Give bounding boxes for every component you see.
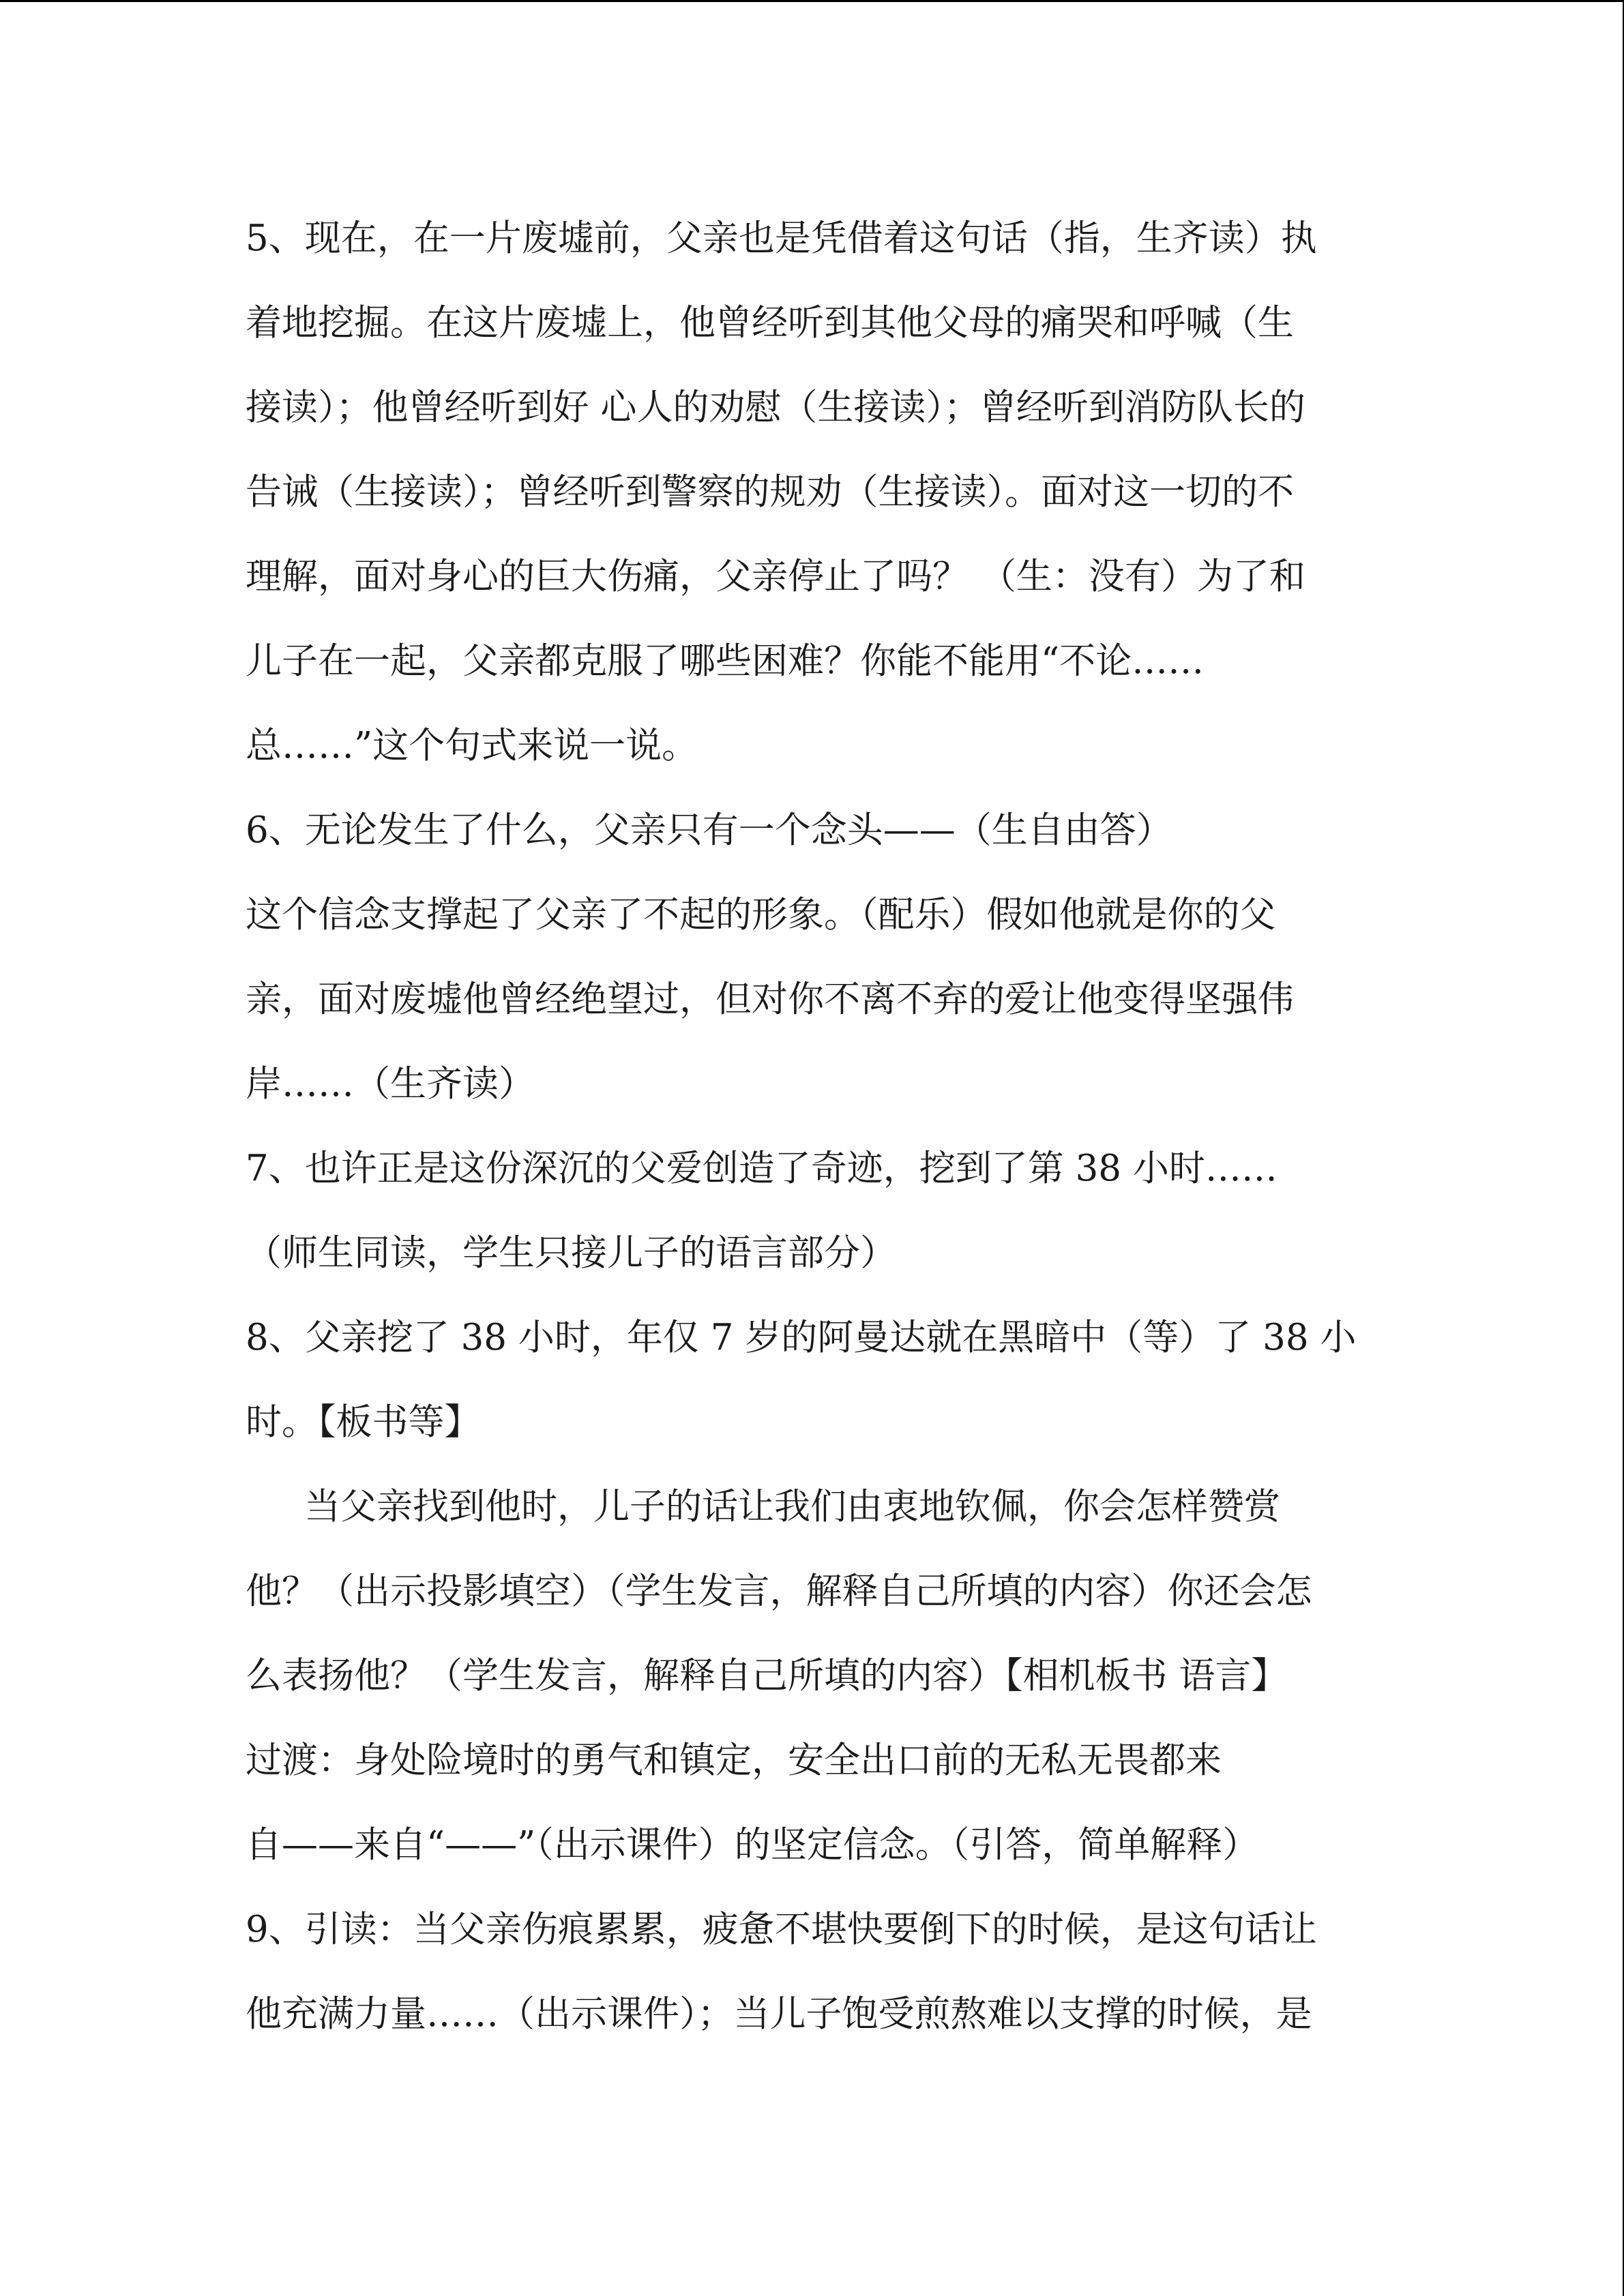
- text-line: 他？（出示投影填空）（学生发言，解释自己所填的内容）你还会怎: [246, 1570, 1312, 1612]
- text-line: 6、无论发生了什么，父亲只有一个念头——（生自由答）: [246, 809, 1172, 851]
- document-body: [246, 196, 1378, 2057]
- text-line: 5、现在，在一片废墟前，父亲也是凭借着这句话（指，生齐读）执: [246, 218, 1317, 259]
- text-line: 么表扬他？（学生发言，解释自己所填的内容）【相机板书 语言】: [246, 1655, 1288, 1697]
- text-line: 儿子在一起，父亲都克服了哪些困难？你能不能用“不论……: [246, 640, 1205, 682]
- text-line: 他充满力量……（出示课件）；当儿子饱受煎熬难以支撑的时候，是: [246, 1993, 1312, 2035]
- text-line: （师生同读，学生只接儿子的语言部分）: [246, 1232, 896, 1274]
- page-top-border: [0, 0, 1624, 2]
- text-line: 这个信念支撑起了父亲了不起的形象。（配乐）假如他就是你的父: [246, 894, 1276, 936]
- text-line: 时。【板书等】: [246, 1401, 481, 1443]
- text-line: 岸……（生齐读）: [246, 1063, 535, 1105]
- text-line: 过渡：身处险境时的勇气和镇定，安全出口前的无私无畏都来: [246, 1740, 1222, 1781]
- text-line-indented: 当父亲找到他时，儿子的话让我们由衷地钦佩，你会怎样赞赏: [304, 1486, 1280, 1527]
- text-line: 7、也许正是这份深沉的父爱创造了奇迹，挖到了第 38 小时……: [246, 1148, 1278, 1189]
- text-line: 8、父亲挖了 38 小时，年仅 7 岁的阿曼达就在黑暗中（等）了 38 小: [246, 1317, 1357, 1358]
- text-line: 着地挖掘。在这片废墟上，他曾经听到其他父母的痛哭和呼喊（生: [246, 302, 1294, 344]
- text-line: 自——来自“——”（出示课件）的坚定信念。（引答，简单解释）: [246, 1824, 1259, 1866]
- text-line: 亲，面对废墟他曾经绝望过，但对你不离不弃的爱让他变得坚强伟: [246, 979, 1294, 1020]
- text-line: 告诫（生接读）；曾经听到警察的规劝（生接读）。面对这一切的不: [246, 471, 1294, 513]
- text-line: 接读）；他曾经听到好 心人的劝慰（生接读）；曾经听到消防队长的: [246, 387, 1305, 428]
- text-line: 9、引读：当父亲伤痕累累，疲惫不堪快要倒下的时候，是这句话让: [246, 1909, 1317, 1950]
- text-line: 总……”这个句式来说一说。: [246, 725, 698, 766]
- text-line: 理解，面对身心的巨大伤痛，父亲停止了吗？ （生：没有）为了和: [246, 556, 1305, 597]
